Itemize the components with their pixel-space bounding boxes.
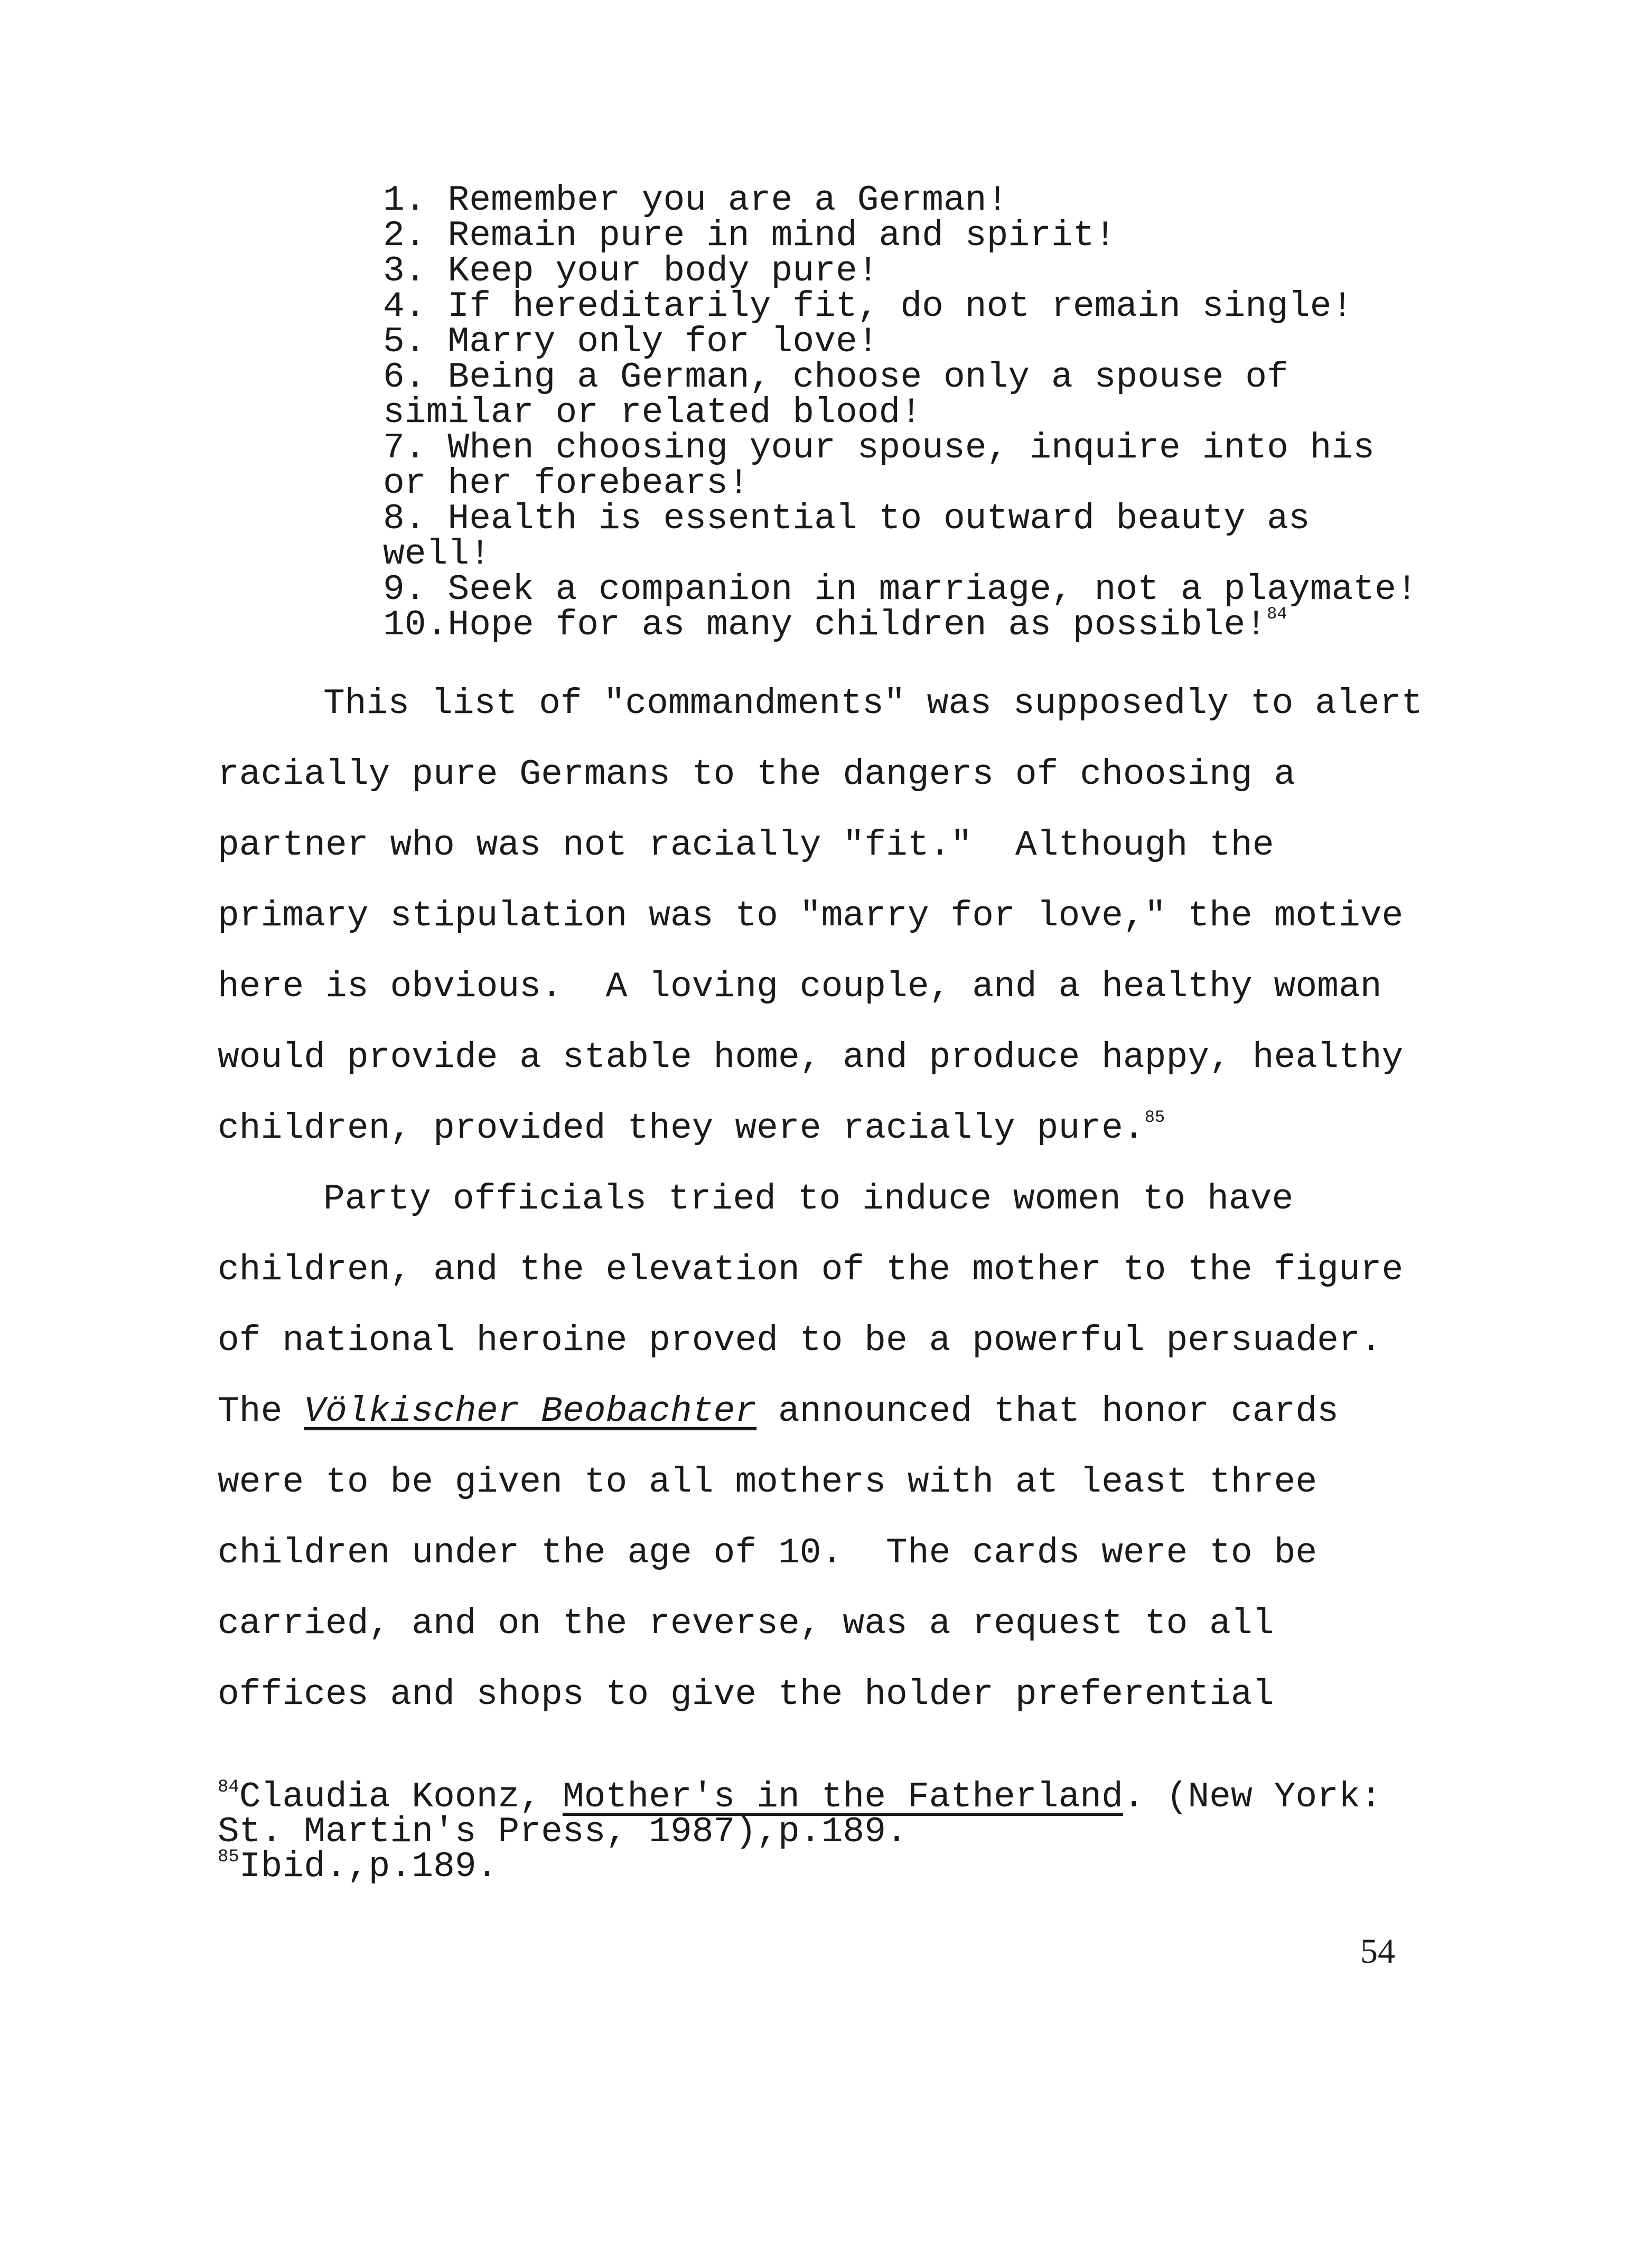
body-line-text: children, provided they were racially pure.: [218, 1108, 1145, 1149]
list-item: 2. Remain pure in mind and spirit!: [383, 215, 1116, 256]
footnote-ref-85: 85: [1144, 1108, 1165, 1128]
footnote-number: 84: [218, 1777, 239, 1798]
list-item: 5. Marry only for love!: [383, 322, 879, 362]
body-line: carried, and on the reverse, was a request to all: [218, 1604, 1274, 1644]
body-line: of national heroine proved to be a powerful persuader.: [218, 1320, 1382, 1361]
list-item: 7. When choosing your spouse, inquire into his: [383, 428, 1375, 468]
body-line: offices and shops to give the holder preferential: [218, 1674, 1274, 1715]
body-line: racially pure Germans to the dangers of choosing a: [218, 754, 1296, 795]
footnote-author: Claudia Koonz,: [239, 1777, 563, 1817]
footnote-text: Ibid.,p.189.: [239, 1847, 498, 1887]
body-line: were to be given to all mothers with at least three: [218, 1462, 1318, 1503]
list-item: 3. Keep your body pure!: [383, 251, 879, 292]
footnote-book-title: Mother's in the Fatherland: [562, 1777, 1123, 1817]
body-line: here is obvious. A loving couple, and a healthy woman: [218, 967, 1382, 1007]
list-item: similar or related blood!: [383, 392, 922, 433]
newspaper-title: Völkischer Beobachter: [304, 1391, 757, 1432]
body-line: primary stipulation was to "marry for love," the motive: [218, 896, 1404, 936]
page-number: 54: [1360, 1932, 1395, 1971]
body-line: partner who was not racially "fit." Although the: [218, 825, 1274, 866]
body-line: Party officials tried to induce women to have: [323, 1179, 1294, 1220]
body-line-last: [218, 1093, 1406, 1164]
footnote-number: 85: [218, 1847, 239, 1868]
list-item: 6. Being a German, choose only a spouse of: [383, 357, 1288, 398]
body-line: children under the age of 10. The cards were to be: [218, 1533, 1318, 1573]
list-item: 9. Seek a companion in marriage, not a playmate!: [383, 569, 1418, 610]
footnote-84: [218, 1777, 1433, 1817]
list-item: 8. Health is essential to outward beauty as: [383, 499, 1310, 539]
footnote-ref-84: 84: [1267, 604, 1287, 624]
list-item: or her forebears!: [383, 463, 750, 504]
body-line: This list of "commandments" was supposedly to alert: [323, 683, 1423, 724]
body-line: children, and the elevation of the mother to the figure: [218, 1250, 1404, 1290]
body-line-suffix: announced that honor cards: [756, 1391, 1339, 1432]
body-line: would provide a stable home, and produce happy, healthy: [218, 1037, 1404, 1078]
paragraph-2: [218, 1164, 1406, 1730]
body-text: [218, 669, 1423, 1730]
list-item-text: 10.Hope for as many children as possible!: [383, 605, 1267, 645]
footnotes: [218, 1777, 1433, 1887]
body-line-with-title: [218, 1376, 1406, 1447]
footnote-85: [218, 1847, 1433, 1887]
list-item-last: [383, 604, 1429, 645]
footnote-rest: . (New York:: [1123, 1777, 1382, 1817]
footnote-84-line2: St. Martin's Press, 1987),p.189.: [218, 1812, 908, 1852]
list-item: 4. If hereditarily fit, do not remain single!: [383, 286, 1353, 327]
list-item: well!: [383, 534, 491, 575]
list-item: 1. Remember you are a German!: [383, 180, 1008, 221]
body-line-prefix: The: [218, 1391, 304, 1432]
paragraph-1: [218, 669, 1423, 1164]
commandments-list: [383, 180, 1429, 645]
